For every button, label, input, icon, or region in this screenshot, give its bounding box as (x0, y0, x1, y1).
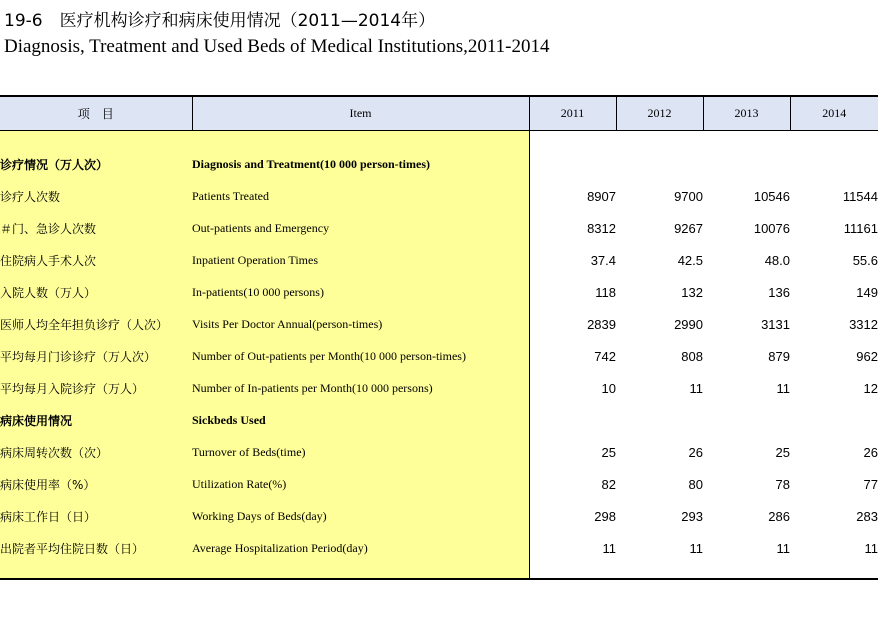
table-row (0, 340, 878, 372)
row-label-cn: 平均每月入院诊疗（万人） (0, 372, 192, 404)
value-cell-2014: 26 (863, 444, 878, 460)
value-cell-2014 (790, 148, 878, 180)
value-cell-2011: 8312 (587, 220, 616, 236)
value-cell-2013: 10546 (753, 188, 790, 204)
header-year-2013: 2013 (703, 96, 790, 131)
value-cell-2014: 77 (863, 476, 878, 492)
value-cell-2014: 11544 (842, 188, 878, 204)
table-row (0, 244, 878, 276)
row-label-en: Inpatient Operation Times (192, 244, 529, 276)
value-cell-2011: 37.4 (590, 252, 616, 268)
value-cell-2012: 808 (681, 348, 703, 364)
row-label-cn: 入院人数（万人） (0, 276, 192, 308)
value-cell-2014: 962 (856, 348, 878, 364)
row-label-cn: 医师人均全年担负诊疗（人次） (0, 308, 192, 340)
value-cell-2014: 11161 (843, 220, 878, 236)
value-cell-2012: 11 (689, 540, 703, 556)
value-cell-2011: 298 (594, 508, 616, 524)
table-row (0, 372, 878, 404)
row-label-en: In-patients(10 000 persons) (192, 276, 529, 308)
table-row (0, 212, 878, 244)
table-body (0, 131, 878, 580)
row-label-en: Utilization Rate(%) (192, 468, 529, 500)
value-cell-2014: 12 (863, 380, 878, 396)
value-cell-2011: 742 (594, 348, 616, 364)
value-cell-2012: 2990 (674, 316, 703, 332)
table-row (0, 532, 878, 564)
row-label-cn: 病床使用率（%） (0, 468, 192, 500)
value-cell-2013: 11 (776, 380, 790, 396)
row-label-en: Patients Treated (192, 180, 529, 212)
value-cell-2011 (529, 404, 616, 436)
value-cell-2011: 82 (601, 476, 616, 492)
row-label-cn: 病床使用情况 (0, 404, 192, 436)
value-cell-2013: 3131 (761, 316, 790, 332)
value-cell-2014: 283 (856, 508, 878, 524)
value-cell-2011: 2839 (587, 316, 616, 332)
value-cell-2012: 9700 (674, 188, 703, 204)
value-cell-2013 (703, 148, 790, 180)
row-label-en: Average Hospitalization Period(day) (192, 532, 529, 564)
row-label-cn: 诊疗人次数 (0, 180, 192, 212)
value-cell-2014: 55.6 (852, 252, 878, 268)
value-cell-2012: 42.5 (677, 252, 703, 268)
value-cell-2012: 132 (681, 284, 703, 300)
table-end-row (0, 564, 878, 579)
value-cell-2011: 8907 (587, 188, 616, 204)
value-cell-2012 (616, 148, 703, 180)
header-item-cn: 项 目 (0, 96, 192, 131)
value-cell-2014: 3312 (849, 316, 878, 332)
row-label-en: Turnover of Beds(time) (192, 436, 529, 468)
value-cell-2012: 26 (688, 444, 703, 460)
statistics-table (0, 95, 878, 580)
value-cell-2012: 9267 (674, 220, 703, 236)
row-label-en: Number of In-patients per Month(10 000 persons) (192, 372, 529, 404)
row-label-cn: 出院者平均住院日数（日） (0, 532, 192, 564)
table-row (0, 500, 878, 532)
header-item-en: Item (192, 96, 529, 131)
row-label-en: Visits Per Doctor Annual(person-times) (192, 308, 529, 340)
value-cell-2012 (616, 404, 703, 436)
row-label-cn: 诊疗情况（万人次） (0, 148, 192, 180)
value-cell-2011: 25 (601, 444, 616, 460)
page-title-english: Diagnosis, Treatment and Used Beds of Medical Institutions,2011-2014 (4, 36, 550, 57)
row-label-en: Out-patients and Emergency (192, 212, 529, 244)
value-cell-2013: 11 (776, 540, 790, 556)
table-header-row (0, 96, 878, 131)
row-label-en: Diagnosis and Treatment(10 000 person-times) (192, 148, 529, 180)
header-year-2012: 2012 (616, 96, 703, 131)
spacer-row (0, 131, 878, 149)
value-cell-2012: 80 (688, 476, 703, 492)
value-cell-2014 (790, 404, 878, 436)
table-row (0, 436, 878, 468)
page-title-chinese: 19-6 医疗机构诊疗和病床使用情况（2011—2014年） (4, 11, 436, 31)
value-cell-2013: 879 (768, 348, 790, 364)
row-label-en: Working Days of Beds(day) (192, 500, 529, 532)
row-label-en: Sickbeds Used (192, 404, 529, 436)
table-row (0, 276, 878, 308)
value-cell-2014: 149 (856, 284, 878, 300)
value-cell-2012: 11 (689, 380, 703, 396)
value-cell-2011 (529, 148, 616, 180)
header-year-2011: 2011 (529, 96, 616, 131)
value-cell-2012: 293 (681, 508, 703, 524)
value-cell-2014: 11 (864, 540, 878, 556)
row-label-cn: 病床工作日（日） (0, 500, 192, 532)
table-row (0, 308, 878, 340)
table-row (0, 468, 878, 500)
value-cell-2013 (703, 404, 790, 436)
table-row (0, 148, 878, 180)
table-row (0, 180, 878, 212)
value-cell-2013: 78 (775, 476, 790, 492)
row-label-en: Number of Out-patients per Month(10 000 person-times) (192, 340, 529, 372)
value-cell-2011: 10 (601, 380, 616, 396)
value-cell-2011: 118 (595, 284, 616, 300)
table-row (0, 404, 878, 436)
row-label-cn: 住院病人手术人次 (0, 244, 192, 276)
row-label-cn: ＃门、急诊人次数 (0, 212, 192, 244)
value-cell-2013: 10076 (753, 220, 790, 236)
value-cell-2013: 25 (775, 444, 790, 460)
row-label-cn: 平均每月门诊诊疗（万人次） (0, 340, 192, 372)
value-cell-2011: 11 (602, 540, 616, 556)
row-label-cn: 病床周转次数（次） (0, 436, 192, 468)
value-cell-2013: 286 (768, 508, 790, 524)
value-cell-2013: 48.0 (764, 252, 790, 268)
header-year-2014: 2014 (790, 96, 878, 131)
value-cell-2013: 136 (768, 284, 790, 300)
